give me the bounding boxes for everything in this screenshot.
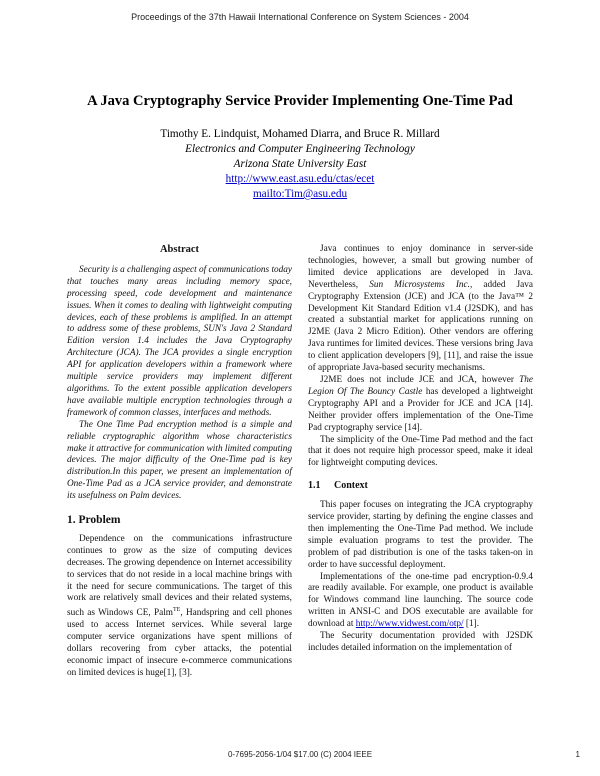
right-column — [308, 244, 533, 655]
bouncy-castle-text: The Legion Of The Bouncy Castle — [308, 374, 533, 397]
section-heading-context — [308, 480, 533, 492]
sun-microsystems-text: Sun Microsystems Inc. — [369, 279, 470, 290]
abstract — [67, 244, 292, 503]
author-url-link[interactable]: http://www.east.asu.edu/ctas/ecet — [225, 173, 375, 185]
simplicity-paragraph: The simplicity of the One-Time Pad method and the fact that it does not require high processor speed, make it ideal for lightweight computing devices. — [308, 434, 533, 469]
context-text-b: [1]. — [463, 619, 480, 630]
context-paragraph-1: This paper focuses on integrating the JCA cryptography service provider, starting by defining the engine classes and then implementing the One-Time Pad method. We include simple evaluation programs to test the provider. The problem of pad distribution is one of the tasks taken-on in order to have successful deployment. — [308, 500, 533, 570]
context-paragraph-2 — [308, 572, 533, 632]
problem-text-a: Dependence on the communications infrastructure continues to grow as the size of computing devices decreases. The growing dependence on Internet accessibility to services that do not reside in a local machine brings with it the need for secure communications. The target of this work are relatively small devices and their related systems, such as Windows CE, Palm — [67, 533, 292, 619]
author-block — [0, 127, 600, 202]
problem-text-b: , Handspring and cell phones used to access Internet services. While several large computer service organizations have spent millions of dollars recovering from cyber attacks, the potential economic impact of insecure e-commerce communications on limited devices is huge[1], [3]. — [67, 608, 292, 678]
j2me-text-b: has developed a lightweight Cryptography API and a Provider for JCE and JCA [14]. Neither provider offers implementation of the One-Time Pad cryptography service [14]. — [308, 386, 533, 433]
left-column — [67, 244, 292, 680]
java-paragraph — [308, 244, 533, 375]
j2me-text-a: J2ME does not include JCE and JCA, however — [320, 374, 520, 385]
vidwest-link[interactable]: http://www.vidwest.com/otp/ — [355, 619, 464, 630]
abstract-paragraph-2: The One Time Pad encryption method is a simple and reliable cryptographic algorithm whose characteristics make it attractive for communication with limited computing devices. The major difficulty of the One-Time pad is key distribution.In this paper, we present an implementation of One-Time Pad as a JCA service provider, and demonstrate its usefulness on Palm devices. — [67, 419, 292, 502]
author-department: Electronics and Computer Engineering Technology — [185, 143, 415, 155]
abstract-paragraph-1: Security is a challenging aspect of communications today that touches many areas including memory space, processing speed, code development and maintenance issues. When it comes to dealing with lightweight computing devices, each of these problems is amplified. In an attempt to address some of these problems, SUN's Java 2 Standard Edition version 1.4 includes the Java Cryptography Architecture (JCA). The JCA provides a single encryption API for application developers within a framework where multiple service providers may implement different algorithms. To the extent possible application developers have available multiple encryption technologies through a framework of common classes, interfaces and methods. — [67, 264, 292, 418]
j2me-paragraph — [308, 375, 533, 435]
palm-superscript: TE — [173, 607, 181, 614]
context-paragraph-3: The Security documentation provided with J2SDK includes detailed information on the implementation of — [308, 631, 533, 653]
running-head: Proceedings of the 37th Hawaii International Conference on System Sciences - 2004 — [131, 12, 469, 22]
java-text-b: , added Java Cryptography Extension (JCE) and JCA (to the Java™ 2 Development Kit Standard Edition v1.4 (J2SDK), and has created a substantial market for applications running on J2ME (Java 2 Micro Edition). Other vendors are offering Java runtimes for limited devices. These versions bring Java to client application developers [9], [11], and raise the issue of appropriate Java-based security mechanisms. — [308, 279, 533, 374]
java-text-a: Java continues to enjoy dominance in server-side technologies, however, a small but growing number of limited device applications are developed in Java. Nevertheless, — [308, 244, 533, 290]
section-heading-problem: 1. Problem — [67, 514, 121, 527]
section-title: Context — [334, 480, 368, 492]
paper-title: A Java Cryptography Service Provider Implementing One-Time Pad — [87, 93, 513, 109]
page-number: 1 — [575, 750, 580, 759]
footer-copyright: 0-7695-2056-1/04 $17.00 (C) 2004 IEEE — [227, 750, 373, 759]
abstract-heading: Abstract — [159, 244, 200, 255]
author-email-link[interactable]: mailto:Tim@asu.edu — [252, 188, 348, 200]
context-text-a: Implementations of the one-time pad encryption-0.9.4 are readily available. For example, one product is available for Windows command line launching. The source code written in ANSI-C and DOS executable are available for download at — [308, 571, 533, 630]
section-number: 1.1 — [308, 480, 321, 492]
author-university: Arizona State University East — [233, 158, 367, 170]
author-names: Timothy E. Lindquist, Mohamed Diarra, and Bruce R. Millard — [160, 128, 440, 140]
problem-paragraph — [67, 534, 292, 680]
